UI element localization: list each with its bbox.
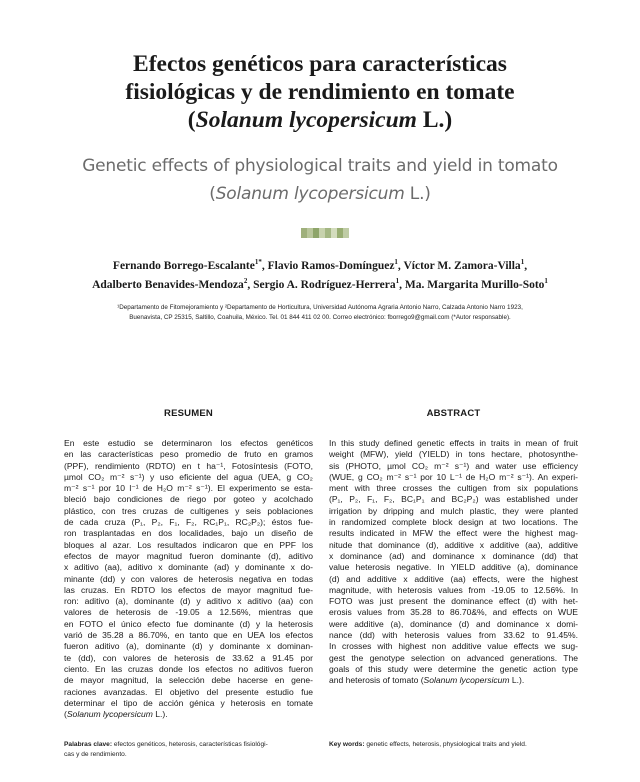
author-affiliation-mark: 1* bbox=[254, 258, 262, 267]
author-name: Víctor M. Zamora-Villa bbox=[403, 260, 521, 272]
resumen-heading: RESUMEN bbox=[164, 408, 213, 419]
paren-open: ( bbox=[187, 107, 196, 133]
paragraph-line: En este estudio se determinaron los efectos genéticos bbox=[64, 438, 313, 448]
author-separator: , bbox=[247, 279, 254, 291]
abstract-column bbox=[329, 408, 578, 687]
paragraph-line: de mayor magnitud, la selección debe hacerse en gene- bbox=[64, 675, 313, 686]
paragraph-line: m⁻² s⁻¹ por 10 l⁻¹ de H₂O m⁻² s⁻¹). El experimento se esta- bbox=[64, 483, 313, 494]
paragraph-line: µmol CO₂ m⁻² s⁻¹) y uso eficiente del agua (UEA, g CO₂ bbox=[64, 471, 313, 482]
spanish-title bbox=[40, 50, 600, 134]
abstract-last-line bbox=[329, 675, 578, 686]
paragraph-line: In this study defined genetic effects in traits in mean of fruit bbox=[329, 438, 578, 448]
paragraph-line: ment with three crosses the cultigen from six populations bbox=[329, 483, 578, 494]
resumen-column bbox=[64, 408, 313, 720]
author-line bbox=[40, 257, 600, 276]
keywords-label: Key words: bbox=[329, 741, 365, 748]
affiliation-block bbox=[60, 303, 580, 322]
paragraph-line: minante (dd) y con valores de heterosis negativa en todas bbox=[64, 573, 313, 584]
paragraph-line: determinar el tipo de acción génica y heterosis en tomate bbox=[64, 697, 313, 708]
paragraph-line: goals of this study were determine the genetic action type bbox=[329, 663, 578, 674]
spanish-title-line: fisiológicas y de rendimiento en tomate bbox=[125, 79, 515, 105]
paren-open: ( bbox=[209, 184, 216, 204]
paragraph-line: (d) and additive x additive (aa) effects, were the highest bbox=[329, 573, 578, 584]
author-affiliation-mark: 1 bbox=[395, 277, 400, 286]
author-affiliation-mark: 2 bbox=[243, 277, 248, 286]
abstract-heading: ABSTRACT bbox=[426, 408, 481, 419]
author-separator: , bbox=[397, 260, 404, 272]
keywords-text: efectos genéticos, heterosis, características fisiológi- bbox=[112, 741, 268, 748]
author-affiliation-mark: 1 bbox=[394, 258, 398, 267]
english-title-line: Genetic effects of physiological traits and yield in tomato bbox=[82, 156, 558, 176]
paragraph-line: de cada cruza (P₁, P₂, F₁, F₂, RC₁P₁, RC₂P₂); éstos fue- bbox=[64, 517, 313, 528]
keywords-english bbox=[329, 740, 581, 750]
keywords-label: Palabras clave: bbox=[64, 741, 113, 748]
paragraph-line: (WUE, g CO₂ m⁻² s⁻¹ por 10 L⁻¹ de H₂O m⁻² s⁻¹). An experi- bbox=[329, 471, 578, 482]
paragraph-line: en FOTO el único efecto fue dominante (d) y la heterosis bbox=[64, 618, 313, 629]
paren-close: L.). bbox=[152, 709, 168, 720]
abstract-body bbox=[329, 438, 578, 675]
paragraph-line: were additive (a), dominance (d) and dominance x domi- bbox=[329, 618, 578, 629]
paragraph-line: ciento. En las cruzas donde los efectos no aditivos fueron bbox=[64, 663, 313, 674]
paragraph-line: ron trasplantadas en dos localidades, bajo un diseño de bbox=[64, 528, 313, 539]
paragraph-line: efectos de mayor magnitud fueron dominante (d), aditivo bbox=[64, 550, 313, 561]
spanish-title-line: Efectos genéticos para características bbox=[133, 51, 507, 77]
species-name: Solanum lycopersicum bbox=[66, 709, 153, 720]
paragraph-line: varió de 35.28 a 86.70%, en tanto que en UEA los efectos bbox=[64, 630, 313, 641]
paragraph-line: las cruzas. En RDTO los efectos de mayor magnitud fue- bbox=[64, 584, 313, 595]
paren-close: L.) bbox=[404, 184, 431, 204]
paragraph-line: erosis values from 35.28 to 86.70&%, and effects on WUE bbox=[329, 607, 578, 618]
paragraph-line: results indicated in MFW the effect were the highest mag- bbox=[329, 528, 578, 539]
decorative-pixel-bar bbox=[301, 228, 349, 238]
paragraph-line: x aditivo (aa), aditivo x dominante (ad) y dominante x do- bbox=[64, 562, 313, 573]
author-line bbox=[40, 276, 600, 295]
species-name: Solanum lycopersicum bbox=[215, 184, 405, 204]
keywords-text: genetic effects, heterosis, physiological traits and yield. bbox=[364, 741, 527, 748]
author-name: Ma. Margarita Murillo-Soto bbox=[404, 279, 545, 291]
paren-open: ( bbox=[64, 709, 67, 720]
paragraph-line: in randomized complete block design at two locations. The bbox=[329, 517, 578, 528]
affiliation-line: ¹Departamento de Fitomejoramiento y ²Departamento de Horticultura, Universidad Autónoma Agraria Antonio Narro, Calzada Antonio Narro 1923, bbox=[117, 304, 523, 311]
english-title-line bbox=[40, 180, 600, 208]
paragraph-line: bleció bajo condiciones de riego por goteo y acolchado bbox=[64, 494, 313, 505]
species-name: Solanum lycopersicum bbox=[423, 675, 510, 686]
decorative-pixel bbox=[343, 228, 349, 238]
paragraph-line: gest the genotype selection on advanced generations. The bbox=[329, 652, 578, 663]
author-list bbox=[40, 257, 600, 295]
author-affiliation-mark: 1 bbox=[544, 277, 548, 286]
author-separator: , bbox=[261, 260, 268, 272]
paragraph-line: plástico, con tres cruzas de cultigenes y seis poblaciones bbox=[64, 505, 313, 516]
author-name: Fernando Borrego-Escalante bbox=[112, 260, 255, 272]
paragraph-line: magnitude, with heterosis values from -19.05 to 12.56%. In bbox=[329, 584, 578, 595]
abstract-last-text: and heterosis of tomato ( bbox=[329, 675, 424, 686]
species-name: Solanum lycopersicum bbox=[195, 107, 417, 133]
author-separator: , bbox=[399, 279, 405, 291]
paragraph-line: FOTO was just present the dominance effect (d) with het- bbox=[329, 596, 578, 607]
author-separator: , bbox=[524, 260, 528, 272]
author-name: Sergio A. Rodríguez-Herrera bbox=[253, 279, 396, 291]
paragraph-line: bloques al azar. Los resultados indicaron que en PPF los bbox=[64, 539, 313, 550]
paragraph-line: value heterosis negative. In YIELD additive (a), dominance bbox=[329, 562, 578, 573]
paragraph-line: raciones avanzadas. El objetivo del presente estudio fue bbox=[64, 686, 313, 697]
paragraph-line: ron: aditivo (a), dominante (d) y aditivo x aditivo (aa) con bbox=[64, 596, 313, 607]
spanish-title-line bbox=[40, 106, 600, 134]
author-name: Adalberto Benavides-Mendoza bbox=[92, 279, 244, 291]
paragraph-line: irrigation by dripping and mulch plastic, they were planted bbox=[329, 505, 578, 516]
keywords-line bbox=[329, 740, 581, 750]
paragraph-line: (PPF), rendimiento (RDTO) en t ha⁻¹, Fotosíntesis (FOTO, bbox=[64, 460, 313, 471]
resumen-body bbox=[64, 438, 313, 709]
paragraph-line: nance (dd) with heterosis values from 33.62 to 91.45%. bbox=[329, 630, 578, 641]
paragraph-line: en las características peso promedio de fruto en gramos bbox=[64, 449, 313, 460]
keywords-line bbox=[64, 740, 316, 750]
paragraph-line: valores de heterosis de -19.05 a 12.56%, mientras que bbox=[64, 607, 313, 618]
paragraph-line: In crosses with highest non additive value effects we sug- bbox=[329, 641, 578, 652]
paragraph-line: (P₁, P₂, F₁, F₂, BC₁P₁ and BC₂P₂) was established under bbox=[329, 494, 578, 505]
resumen-last-line bbox=[64, 709, 313, 720]
affiliation-line: Buenavista, CP 25315, Saltillo, Coahuila, México. Tel. 01 844 411 02 00. Correo electrónico: fborrego9@gmail.com (*Autor responsable). bbox=[129, 313, 511, 321]
paragraph-line: x dominance (ad) and dominance x dominance (dd) that bbox=[329, 550, 578, 561]
paragraph-line: fueron aditivo (a), dominante (d) y dominante x dominan- bbox=[64, 641, 313, 652]
paragraph-line: sis (PHOTO, µmol CO₂ m⁻² s⁻¹) and water use efficiency bbox=[329, 460, 578, 471]
keywords-line: cas y de rendimiento. bbox=[64, 751, 127, 758]
paragraph-line: weight (MFW), yield (YIELD) in tons hectare, photosynthe- bbox=[329, 449, 578, 460]
keywords-spanish bbox=[64, 740, 316, 760]
english-title bbox=[40, 152, 600, 208]
paragraph-line: nitude that dominance (d), additive x additive (aa), additive bbox=[329, 539, 578, 550]
paren-close: L.) bbox=[416, 107, 453, 133]
author-name: Flavio Ramos-Domínguez bbox=[267, 260, 395, 272]
author-affiliation-mark: 1 bbox=[520, 258, 525, 267]
paren-close: L.). bbox=[509, 675, 525, 686]
paragraph-line: te (dd), con valores de heterosis de 33.62 a 91.45 por bbox=[64, 652, 313, 663]
